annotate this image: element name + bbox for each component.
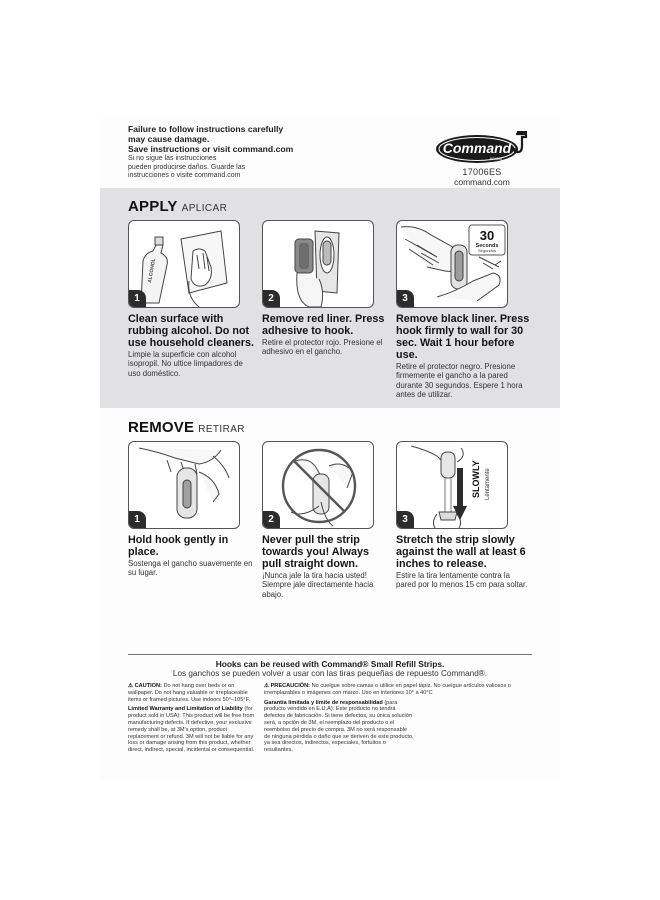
apply-step-3-text: [396, 313, 536, 400]
slowly-label-es: Lentamente: [485, 468, 491, 500]
warning-es-line-3: instrucciones o visite command.com: [128, 172, 241, 180]
warranty-text: (for product sold in USA): This product will be free from manufacturing defects. If defective, your exclusive remedy shall be, at 3M's option, product replacement or refund. 3M will not be liable for any loss or damage arising from this product, whether direct, indirect, special, incidental or consequential.: [128, 706, 255, 754]
remove-title-es: RETIRAR: [198, 424, 245, 435]
apply-step-2-text: [262, 313, 390, 357]
apply-step-1-text: [128, 313, 256, 378]
caution-text: Do not hang over beds or on wallpaper. Do not hang valuable or irreplaceable items or framed pictures. Use indoors 50°–105°F.: [128, 683, 250, 703]
website: command.com: [454, 177, 510, 187]
precaucion-title: ⚠ PRECAUCIÓN:: [264, 683, 311, 689]
reuse-note-es: Los ganchos se pueden volver a usar con las tiras pequeñas de repuesto Command®.: [172, 669, 488, 678]
apply-step-3-es: Retire el protector negro. Presione firmemente el gancho a la pared durante 30 segundos. Espere 1 hora antes de utilizar.: [396, 362, 523, 400]
precaucion-block: [264, 683, 532, 697]
logo-wordmark: Command: [442, 140, 512, 156]
caution-block: [128, 683, 256, 703]
remove-step-2-text: [262, 534, 390, 599]
apply-title: [128, 198, 227, 215]
warranty-block: [128, 706, 256, 754]
remove-step-1-number: 1: [128, 511, 146, 529]
alcohol-label: ALCOHOL: [147, 257, 158, 284]
apply-step-3-illustration: [396, 220, 508, 308]
apply-step-2-illustration: [262, 220, 374, 308]
remove-step-1-en: Hold hook gently in place.: [128, 534, 229, 558]
remove-step-3-text: [396, 534, 532, 590]
garantia-text: (para producto vendido en E.U.A): Este producto no tendrá defectos de fabricación. Si tiene defectos, su única solución será, a opción de 3M, el reemplazo del producto o el reembolso del precio de compra. 3M no será responsable de ninguna pérdida o daño que se deriven de este producto, ya sea directos, indirectos, especiales, fortuitos o resultantes.: [264, 699, 414, 754]
header-warning: [128, 124, 428, 181]
warranty-title: Limited Warranty and Limitation of Liability: [128, 706, 243, 713]
remove-step-2-en: Never pull the strip towards you! Always pull straight down.: [262, 534, 369, 570]
apply-step-3-number: 3: [396, 290, 414, 308]
remove-step-1-es: Sostenga el gancho suavemente en su lugar.: [128, 559, 253, 578]
warning-en-line-3: Save instructions or visit command.com: [128, 144, 294, 154]
remove-title: [128, 419, 245, 436]
remove-step-3-es: Estire la tira lentamente contra la pared por lo menos 15 cm para soltar.: [396, 571, 528, 590]
warning-es-line-2: pueden producirse daños. Guarde las: [128, 163, 246, 171]
apply-title-es: APLICAR: [181, 203, 228, 214]
apply-step-2-number: 2: [262, 290, 280, 308]
fine-print-es: [264, 683, 532, 757]
timer-label-es: Segundos: [477, 248, 497, 253]
apply-step-2-es: Retire el protector rojo. Presione el adhesivo en el gancho.: [262, 338, 383, 357]
timer-label: Seconds: [475, 243, 499, 249]
apply-step-3-en: Remove black liner. Press hook firmly to wall for 30 sec. Wait 1 hour before use.: [396, 313, 530, 361]
warning-en-line-2: may cause damage.: [128, 134, 210, 144]
reuse-note-en: Hooks can be reused with Command® Small Refill Strips.: [215, 659, 445, 669]
remove-step-2-number: 2: [262, 511, 280, 529]
remove-step-1-text: [128, 534, 256, 578]
logo-badge-icon: [434, 130, 530, 164]
apply-step-2-en: Remove red liner. Press adhesive to hook.: [262, 313, 385, 337]
remove-step-3-illustration: [396, 441, 508, 529]
timer-value: 30: [479, 228, 495, 243]
garantia-block: [264, 700, 414, 754]
warning-es-line-1: Si no sigue las instrucciones: [128, 155, 217, 162]
warning-es: [128, 155, 428, 181]
warning-en-line-1: Failure to follow instructions carefully: [128, 124, 284, 134]
footer-divider: [128, 654, 532, 655]
remove-title-en: REMOVE: [128, 419, 195, 436]
remove-step-3-en: Stretch the strip slowly against the wall at least 6 inches to release.: [396, 534, 526, 570]
remove-step-1-illustration: [128, 441, 240, 529]
slowly-label: SLOWLY: [471, 460, 481, 498]
remove-step-2-es: ¡Nunca jale la tira hacia usted! Siempre jale directamente hacia abajo.: [262, 571, 374, 599]
apply-step-1-es: Limpie la superficie con alcohol isopropil. No ultice limpadores de uso doméstico.: [128, 350, 243, 378]
fine-print-en: [128, 683, 256, 757]
apply-title-en: APPLY: [128, 198, 178, 215]
precaucion-text: No cuelgue sobre camas o utilice en papel tapiz. No cuelgue artículos valiosos o irremplazables o imágenes con marco. Uso en interiores 10° a 40°C: [264, 683, 511, 696]
remove-step-2-illustration: [262, 441, 374, 529]
apply-step-1-number: 1: [128, 290, 146, 308]
apply-step-1-en: Clean surface with rubbing alcohol. Do not use household cleaners.: [128, 313, 255, 349]
remove-step-3-number: 3: [396, 511, 414, 529]
apply-step-1-illustration: [128, 220, 240, 308]
garantia-title: Garantía limitada y límite de responsabilidad: [264, 699, 383, 706]
caution-title: ⚠ CAUTION:: [128, 683, 162, 689]
product-code: 17006ES: [462, 167, 502, 177]
command-logo: [432, 124, 532, 188]
logo-brand: BRAND: [489, 157, 503, 161]
